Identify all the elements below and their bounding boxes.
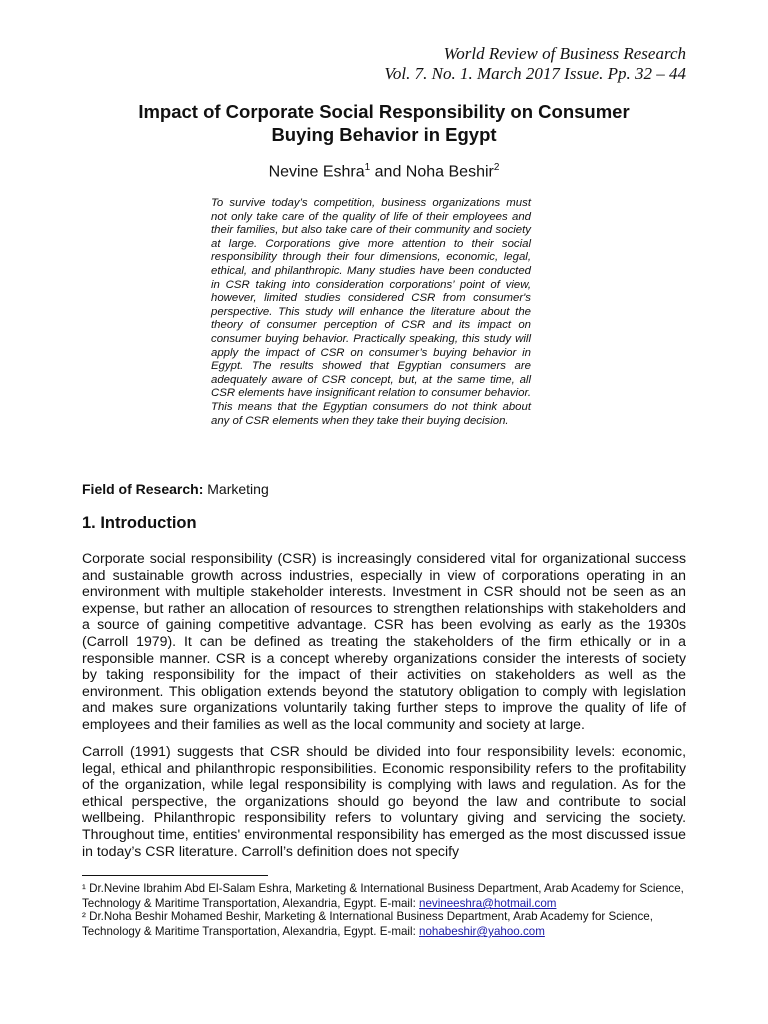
footnote-2-email-link[interactable]: nohabeshir@yahoo.com bbox=[419, 925, 545, 938]
section-heading-introduction: 1. Introduction bbox=[82, 514, 197, 532]
author-2-footnote-mark[interactable]: 2 bbox=[493, 162, 500, 173]
footnote-2-text: ² Dr.Noha Beshir Mohamed Beshir, Marketing & International Business Department, Arab Academy for Science, Technology & Maritime Transportation, Alexandria, Egypt. E-mail: bbox=[82, 910, 653, 938]
paper-title-line2: Buying Behavior in Egypt bbox=[271, 124, 497, 145]
author-separator: and bbox=[370, 163, 406, 181]
author-1-name: Nevine Eshra bbox=[268, 163, 365, 181]
journal-issue: Vol. 7. No. 1. March 2017 Issue. Pp. 32 – 44 bbox=[384, 64, 686, 83]
intro-paragraph-1: Corporate social responsibility (CSR) is increasingly considered vital for organizational success and sustainable growth across industries, especially in view of corporations operating in an environment with multiple stakeholder interests. Investment in CSR should not be seen as an expense, but rather an allocation of resources to strengthen relationships with stakeholders and a source of gaining competitive advantage. CSR has been evolving as early as the 1930s (Carroll 1979). It can be defined as treating the stakeholders of the firm ethically or in a responsible manner. CSR is a concept whereby organizations consider the interests of society by taking responsibility for the impact of their activities on stakeholders as well as the environment. This obligation extends beyond the statutory obligation to comply with legislation and makes sure organizations voluntarily taking further steps to improve the quality of life of employees and their families as well as the local community and society at large. bbox=[82, 550, 686, 732]
footnote-1-text: ¹ Dr.Nevine Ibrahim Abd El-Salam Eshra, Marketing & International Business Department, Arab Academy for Science, Technology & Maritime Transportation, Alexandria, Egypt. E-mail: bbox=[82, 882, 684, 910]
field-value: Marketing bbox=[203, 481, 269, 497]
field-label: Field of Research: bbox=[82, 481, 204, 497]
field-of-research bbox=[82, 481, 269, 497]
paper-title bbox=[60, 100, 708, 146]
footnote-2 bbox=[82, 909, 686, 939]
intro-paragraph-2: Carroll (1991) suggests that CSR should be divided into four responsibility levels: economic, legal, ethical and philanthropic responsibilities. Economic responsibility refers to the profitability of the organization, while legal responsibility is complying with laws and regulation. As for the ethical perspective, the organizations should go beyond the law and contribute to social wellbeing. Philanthropic responsibility refers to voluntary giving and servicing the society. Throughout time, entities' environmental responsibility has emerged as the most discussed issue in today’s CSR literature. Carroll’s definition does not specify bbox=[82, 743, 686, 859]
footnote-1-email-link[interactable]: nevineeshra@hotmail.com bbox=[419, 897, 557, 910]
footnote-divider bbox=[82, 875, 268, 876]
author-1-footnote-mark[interactable]: 1 bbox=[364, 162, 371, 173]
paper-title-line1: Impact of Corporate Social Responsibility on Consumer bbox=[138, 101, 630, 122]
journal-header bbox=[384, 44, 686, 84]
author-list bbox=[0, 162, 768, 181]
abstract: To survive today’s competition, business organizations must not only take care of the quality of life of their employees and their families, but also take care of their community and society at large. Corporations give more attention to their social responsibility through their four dimensions, economic, legal, ethical, and philanthropic. Many studies have been conducted in CSR taking into consideration corporations’ point of view, however, limited studies considered CSR from consumer's perspective. This study will enhance the literature about the theory of consumer perception of CSR and its impact on consumer buying behavior. Practically speaking, this study will apply the impact of CSR on consumer’s buying behavior in Egypt. The results showed that Egyptian consumers are adequately aware of CSR concept, but, at the same time, all CSR elements have insignificant relation to consumer behavior. This means that the Egyptian consumers do not think about any of CSR elements when they take their buying decision. bbox=[211, 197, 531, 427]
author-2-name: Noha Beshir bbox=[405, 163, 494, 181]
journal-name: World Review of Business Research bbox=[443, 44, 686, 63]
footnote-1 bbox=[82, 881, 686, 911]
